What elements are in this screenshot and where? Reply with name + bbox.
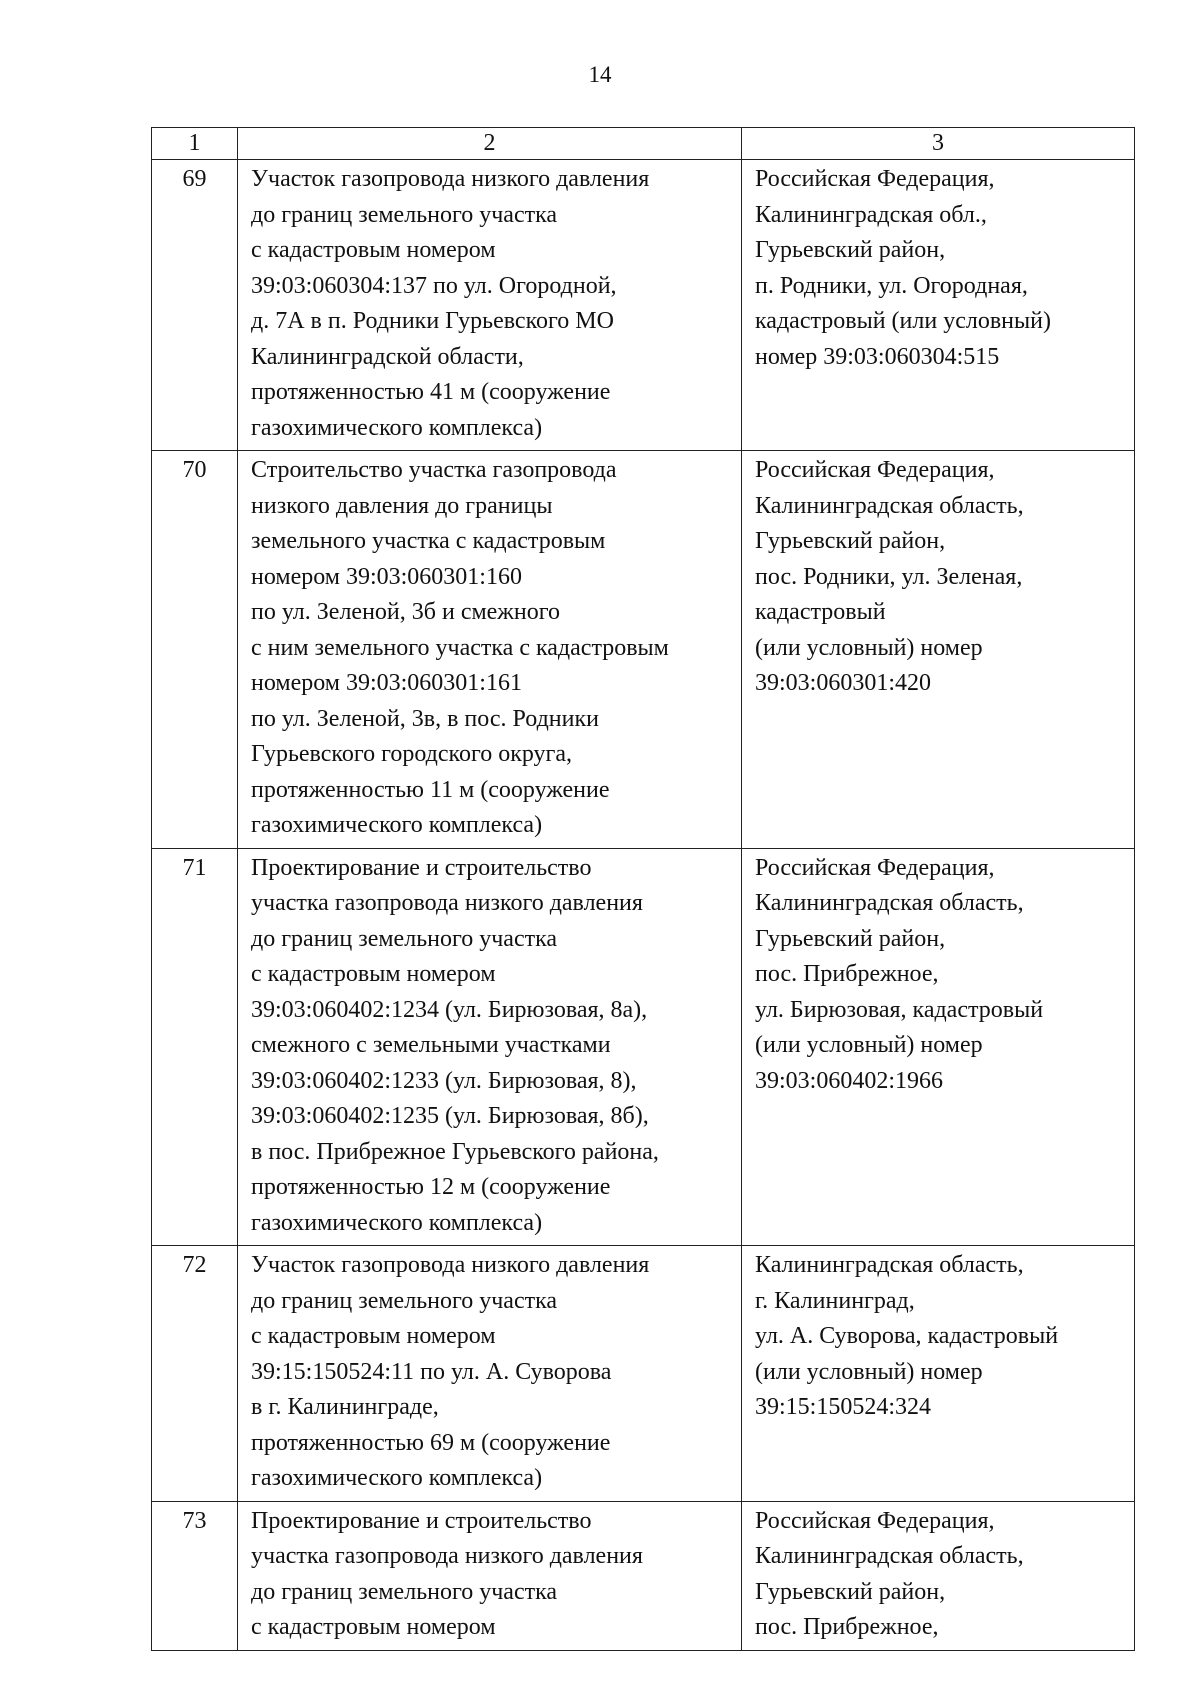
description-line: Проектирование и строительство (251, 854, 592, 881)
description-line: земельного участка с кадастровым (251, 528, 606, 554)
address-line: ул. Бирюзовая, кадастровый (755, 996, 1044, 1023)
description-line: протяженностью 11 м (сооружение (251, 776, 610, 803)
description-line: газохимического комплекса) (251, 1465, 543, 1491)
description-line: по ул. Зеленой, 3в, в пос. Родники (251, 705, 599, 732)
description-line: Участок газопровода низкого давления (251, 166, 650, 192)
description-line: участка газопровода низкого давления (251, 890, 643, 916)
description-line: низкого давления до границы (251, 492, 553, 519)
header-row (152, 128, 1135, 160)
object-description-cell (238, 451, 742, 849)
description-line: д. 7А в п. Родники Гурьевского МО (251, 308, 614, 334)
description-line: с кадастровым номером (251, 237, 496, 263)
address-line: пос. Прибрежное, (755, 1614, 939, 1640)
description-line: смежного с земельными участками (251, 1032, 611, 1058)
address-line: пос. Родники, ул. Зеленая, (755, 563, 1023, 590)
description-line: 39:03:060402:1235 (ул. Бирюзовая, 8б), (251, 1103, 649, 1129)
description-line: Участок газопровода низкого давления (251, 1252, 650, 1278)
description-line: в г. Калининграде, (251, 1394, 439, 1420)
description-line: с кадастровым номером (251, 1614, 496, 1640)
description-line: 39:03:060304:137 по ул. Огородной, (251, 272, 617, 299)
object-description-cell (238, 160, 742, 451)
description-line: протяженностью 69 м (сооружение (251, 1429, 611, 1456)
description-line: 39:15:150524:11 по ул. А. Суворова (251, 1358, 612, 1385)
description-line: с кадастровым номером (251, 961, 496, 987)
address-cell (742, 848, 1135, 1246)
table-row (152, 1246, 1135, 1502)
table-row (152, 1501, 1135, 1650)
column-header-number: 1 (152, 128, 238, 160)
address-line: (или условный) номер (755, 1032, 983, 1058)
description-line: по ул. Зеленой, 3б и смежного (251, 599, 560, 625)
description-line: номером 39:03:060301:161 (251, 670, 522, 696)
address-line: ул. А. Суворова, кадастровый (755, 1323, 1059, 1349)
description-line: в пос. Прибрежное Гурьевского района, (251, 1138, 659, 1165)
column-header-description: 2 (238, 128, 742, 160)
object-description-cell (238, 1501, 742, 1650)
description-line: 39:03:060402:1234 (ул. Бирюзовая, 8а), (251, 996, 648, 1023)
address-line: Российская Федерация, (755, 457, 995, 483)
address-line: п. Родники, ул. Огородная, (755, 272, 1028, 299)
page-number: 14 (588, 62, 612, 87)
address-cell (742, 160, 1135, 451)
address-line: Российская Федерация, (755, 1507, 995, 1534)
row-number: 70 (152, 451, 238, 849)
address-line: Российская Федерация, (755, 854, 995, 881)
description-line: участка газопровода низкого давления (251, 1543, 643, 1569)
table-row (152, 160, 1135, 451)
description-line: до границ земельного участка (251, 1578, 558, 1605)
description-line: до границ земельного участка (251, 1287, 558, 1314)
address-line: кадастровый (или условный) (755, 308, 1051, 334)
row-number: 69 (152, 160, 238, 451)
description-line: 39:03:060402:1233 (ул. Бирюзовая, 8), (251, 1067, 637, 1094)
address-line: Калининградская область, (755, 1252, 1024, 1278)
description-line: Гурьевского городского округа, (251, 741, 573, 767)
row-number: 71 (152, 848, 238, 1246)
description-line: Калининградской области, (251, 343, 524, 370)
address-line: Калининградская область, (755, 890, 1024, 916)
description-line: протяженностью 12 м (сооружение (251, 1174, 611, 1200)
address-line: Калининградская область, (755, 1543, 1024, 1569)
address-cell (742, 1246, 1135, 1502)
description-line: с кадастровым номером (251, 1323, 496, 1349)
description-line: газохимического комплекса) (251, 812, 543, 838)
address-line: Гурьевский район, (755, 237, 946, 263)
object-description-cell (238, 848, 742, 1246)
address-line: г. Калининград, (755, 1287, 915, 1314)
description-line: протяженностью 41 м (сооружение (251, 379, 611, 405)
row-number: 72 (152, 1246, 238, 1502)
description-line: Проектирование и строительство (251, 1507, 592, 1534)
address-line: 39:03:060301:420 (755, 670, 932, 696)
row-number: 73 (152, 1501, 238, 1650)
address-line: пос. Прибрежное, (755, 961, 939, 987)
address-line: (или условный) номер (755, 1358, 983, 1385)
address-line: кадастровый (755, 599, 886, 625)
description-line: до границ земельного участка (251, 925, 558, 952)
address-line: Гурьевский район, (755, 528, 946, 554)
address-line: Гурьевский район, (755, 1578, 946, 1605)
address-line: номер 39:03:060304:515 (755, 343, 1000, 370)
address-line: 39:03:060402:1966 (755, 1067, 944, 1094)
address-line: 39:15:150524:324 (755, 1394, 932, 1420)
address-cell (742, 1501, 1135, 1650)
column-header-address: 3 (742, 128, 1135, 160)
description-line: Строительство участка газопровода (251, 457, 617, 483)
registry-table (151, 127, 1135, 1651)
address-cell (742, 451, 1135, 849)
address-line: (или условный) номер (755, 634, 983, 661)
address-line: Российская Федерация, (755, 166, 995, 192)
description-line: с ним земельного участка с кадастровым (251, 634, 669, 661)
description-line: газохимического комплекса) (251, 1209, 543, 1236)
description-line: до границ земельного участка (251, 201, 558, 228)
table-row (152, 451, 1135, 849)
address-line: Калининградская область, (755, 492, 1024, 519)
address-line: Калининградская обл., (755, 201, 987, 228)
description-line: номером 39:03:060301:160 (251, 563, 522, 590)
address-line: Гурьевский район, (755, 925, 946, 952)
object-description-cell (238, 1246, 742, 1502)
table-row (152, 848, 1135, 1246)
description-line: газохимического комплекса) (251, 414, 543, 441)
